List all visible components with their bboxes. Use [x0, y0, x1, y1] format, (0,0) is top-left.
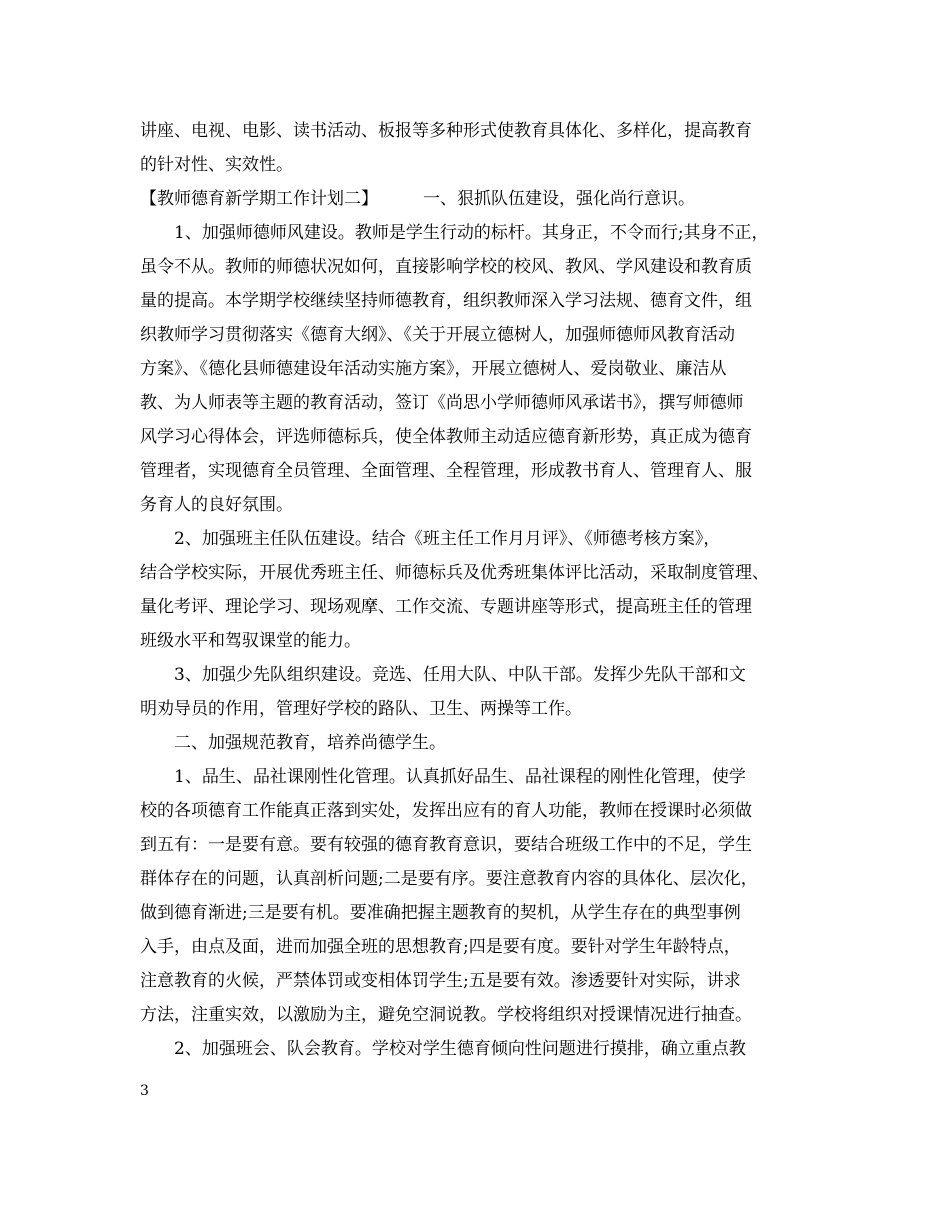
text-line: 务育人的良好氛围。 — [140, 495, 293, 515]
section-first-line: 一、狠抓队伍建设，强化尚行意识。 — [423, 189, 695, 209]
text-line: 入手，由点及面，进而加强全班的思想教育;四是要有度。要针对学生年龄特点， — [140, 937, 741, 957]
paragraph — [140, 658, 825, 726]
paragraph — [140, 216, 825, 522]
section-heading — [140, 182, 825, 216]
paragraph — [140, 522, 825, 658]
text-line: 校的各项德育工作能真正落到实处，发挥出应有的育人功能，教师在授课时必须做 — [140, 801, 752, 821]
text-line: 织教师学习贯彻落实《德育大纲》、《关于开展立德树人，加强师德师风教育活动 — [140, 325, 735, 345]
text-line: 1、加强师德师风建设。教师是学生行动的标杆。其身正，不令而行;其身不正， — [174, 223, 769, 243]
page-number: 3 — [140, 1083, 149, 1099]
section-title: 【教师德育新学期工作计划二】 — [140, 189, 378, 209]
text-line: 结合学校实际，开展优秀班主任、师德标兵及优秀班集体评比活动，采取制度管理、 — [140, 563, 769, 583]
text-line: 班级水平和驾驭课堂的能力。 — [140, 631, 361, 651]
text-line: 群体存在的问题，认真剖析问题;二是要有序。要注意教育内容的具体化、层次化， — [140, 869, 758, 889]
text-line: 教、为人师表等主题的教育活动，签订《尚思小学师德师风承诺书》，撰写师德师 — [140, 393, 744, 413]
text-line: 2、加强班主任队伍建设。结合《班主任工作月月评》、《师德考核方案》， — [174, 529, 721, 549]
text-line: 做到德育渐进;三是要有机。要准确把握主题教育的契机，从学生存在的典型事例 — [140, 903, 741, 923]
text-line: 2、加强班会、队会教育。学校对学生德育倾向性问题进行摸排，确立重点教 — [174, 1039, 746, 1059]
paragraph — [140, 760, 825, 1032]
text-line: 1、品生、品社课刚性化管理。认真抓好品生、品社课程的刚性化管理，使学 — [174, 767, 746, 787]
section-subheading: 二、加强规范教育，培养尚德学生。 — [174, 733, 446, 753]
paragraph — [140, 726, 825, 760]
text-line: 到五有：一是要有意。要有较强的德育教育意识，要结合班级工作中的不足，学生 — [140, 835, 752, 855]
text-line: 量的提高。本学期学校继续坚持师德教育，组织教师深入学习法规、德育文件，组 — [140, 291, 752, 311]
text-line: 讲座、电视、电影、读书活动、板报等多种形式使教育具体化、多样化，提高教育 — [140, 121, 752, 141]
text-line: 方法，注重实效，以激励为主，避免空洞说教。学校将组织对授课情况进行抽查。 — [140, 1005, 752, 1025]
text-line: 注意教育的火候，严禁体罚或变相体罚学生;五是要有效。渗透要针对实际，讲求 — [140, 971, 741, 991]
text-line: 虽令不从。教师的师德状况如何，直接影响学校的校风、教风、学风建设和教育质 — [140, 257, 752, 277]
document-page — [140, 114, 825, 1066]
text-line: 量化考评、理论学习、现场观摩、工作交流、专题讲座等形式，提高班主任的管理 — [140, 597, 752, 617]
paragraph — [140, 1032, 825, 1066]
text-line: 风学习心得体会，评选师德标兵，使全体教师主动适应德育新形势，真正成为德育 — [140, 427, 752, 447]
text-line: 管理者，实现德育全员管理、全面管理、全程管理，形成教书育人、管理育人、服 — [140, 461, 752, 481]
text-line: 的针对性、实效性。 — [140, 155, 293, 175]
text-line: 3、加强少先队组织建设。竞选、任用大队、中队干部。发挥少先队干部和文 — [174, 665, 746, 685]
text-line: 明劝导员的作用，管理好学校的路队、卫生、两操等工作。 — [140, 699, 582, 719]
text-line: 方案》、《德化县师德建设年活动实施方案》，开展立德树人、爱岗敬业、廉洁从 — [140, 359, 727, 379]
